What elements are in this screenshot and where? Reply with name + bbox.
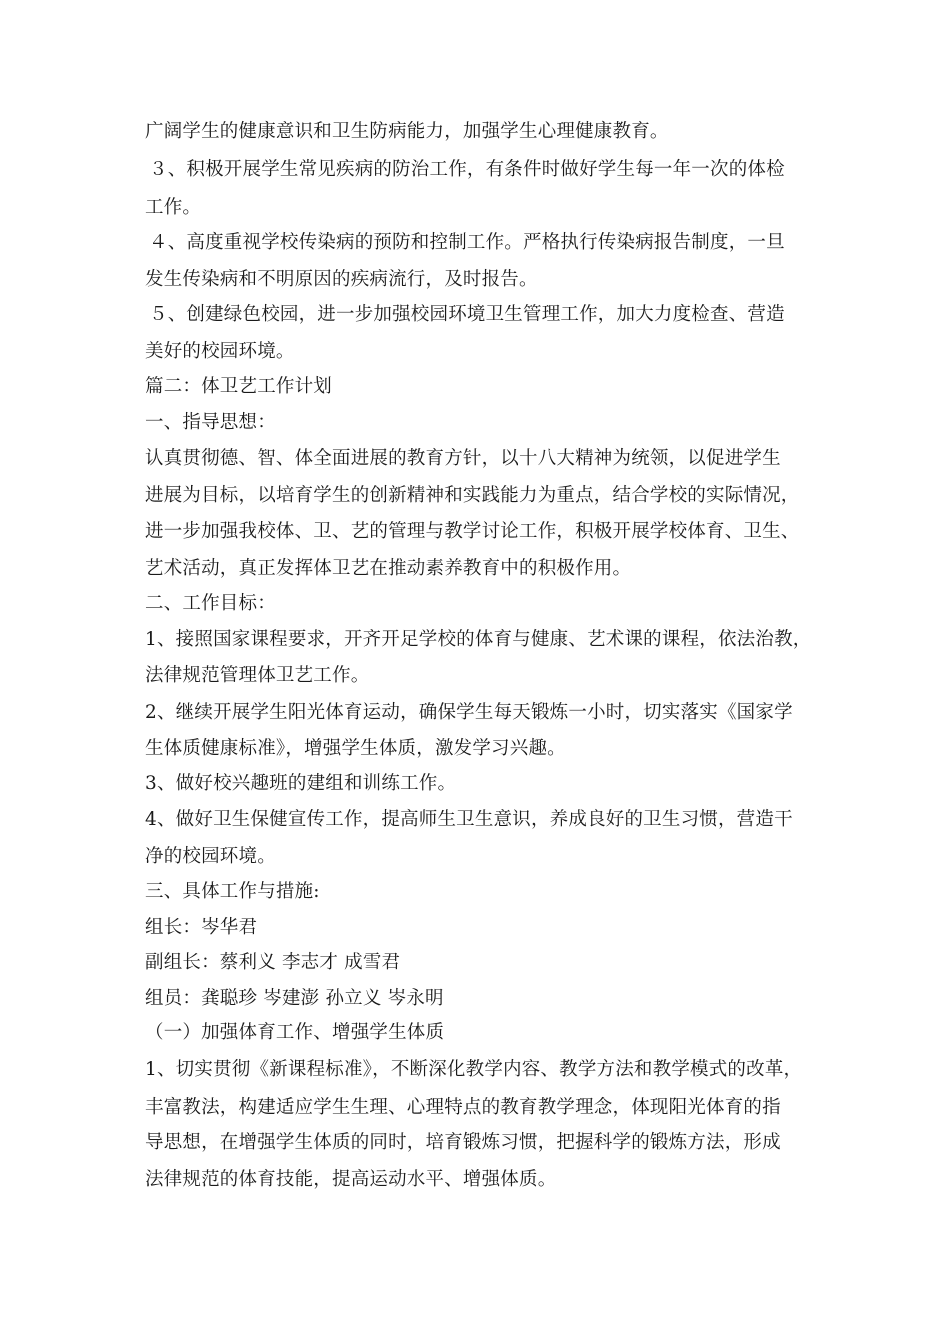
text-line: 丰富教法，构建适应学生生理、心理特点的教育教学理念，体现阳光体育的指 bbox=[145, 1097, 781, 1118]
section-heading: 二、工作目标： bbox=[145, 593, 276, 614]
section-heading: （一）加强体育工作、增强学生体质 bbox=[145, 1022, 445, 1043]
text-line: 1、接照国家课程要求，开齐开足学校的体育与健康、艺术课的课程，依法治教， bbox=[145, 629, 812, 650]
text-line: 法律规范的体育技能，提高运动水平、增强体质。 bbox=[145, 1169, 557, 1190]
text-line: 4、做好卫生保健宣传工作，提高师生卫生意识，养成良好的卫生习惯，营造干 bbox=[145, 809, 793, 830]
text-line: 进展为目标，以培育学生的创新精神和实践能力为重点，结合学校的实际情况， bbox=[145, 485, 800, 506]
text-line: ３、积极开展学生常见疾病的防治工作，有条件时做好学生每一年一次的体检 bbox=[149, 159, 785, 180]
text-line: 工作。 bbox=[145, 197, 202, 218]
section-heading: 篇二：体卫艺工作计划 bbox=[145, 376, 333, 397]
section-heading: 一、指导思想： bbox=[145, 412, 276, 433]
text-line: 广阔学生的健康意识和卫生防病能力，加强学生心理健康教育。 bbox=[145, 121, 669, 142]
text-line: 发生传染病和不明原因的疾病流行，及时报告。 bbox=[145, 269, 538, 290]
text-line: 2、继续开展学生阳光体育运动，确保学生每天锻炼一小时，切实落实《国家学 bbox=[145, 702, 793, 723]
text-line: 法律规范管理体卫艺工作。 bbox=[145, 665, 370, 686]
text-line: 美好的校园环境。 bbox=[145, 341, 295, 362]
text-line: 3、做好校兴趣班的建组和训练工作。 bbox=[145, 773, 457, 794]
text-line: 进一步加强我校体、卫、艺的管理与教学讨论工作，积极开展学校体育、卫生、 bbox=[145, 521, 800, 542]
text-line: 净的校园环境。 bbox=[145, 846, 276, 867]
text-line: 1、切实贯彻《新课程标准》，不断深化教学内容、教学方法和教学模式的改革， bbox=[145, 1059, 803, 1080]
text-line: 认真贯彻德、智、体全面进展的教育方针，以十八大精神为统领，以促进学生 bbox=[145, 448, 781, 469]
text-line: 生体质健康标准》，增强学生体质，激发学习兴趣。 bbox=[145, 738, 566, 759]
text-line: ５、创建绿色校园，进一步加强校园环境卫生管理工作，加大力度检查、营造 bbox=[149, 304, 785, 325]
text-line: 组长：岑华君 bbox=[145, 917, 258, 938]
text-line: ４、高度重视学校传染病的预防和控制工作。严格执行传染病报告制度，一旦 bbox=[149, 232, 785, 253]
section-heading: 三、具体工作与措施: bbox=[145, 881, 320, 902]
text-line: 导思想，在增强学生体质的同时，培育锻炼习惯，把握科学的锻炼方法，形成 bbox=[145, 1132, 781, 1153]
text-line: 组员：龚聪珍 岑建澎 孙立义 岑永明 bbox=[145, 988, 444, 1009]
text-line: 副组长：蔡利义 李志才 成雪君 bbox=[145, 952, 401, 973]
text-line: 艺术活动，真正发挥体卫艺在推动素养教育中的积极作用。 bbox=[145, 558, 632, 579]
